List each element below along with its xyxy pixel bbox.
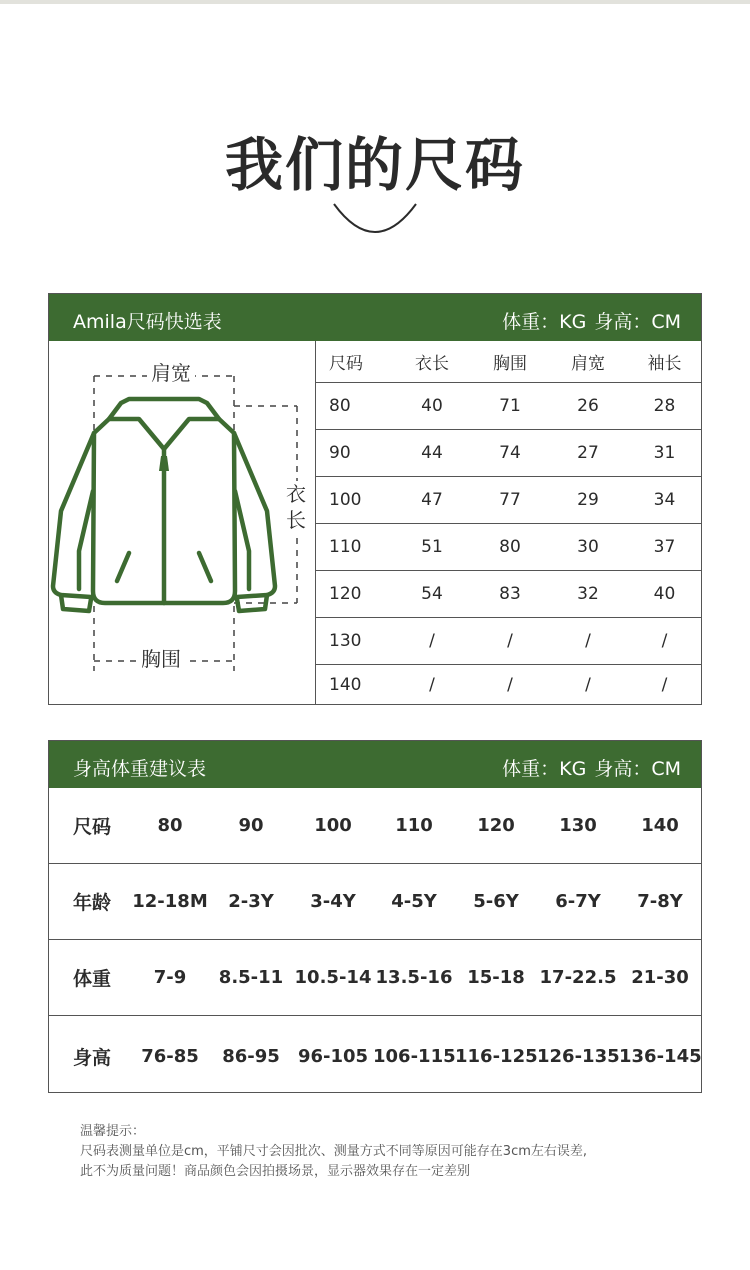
row-label: 体重 bbox=[49, 940, 131, 1016]
table-cell: 54 bbox=[393, 571, 471, 618]
row-label: 尺码 bbox=[49, 788, 131, 864]
table-cell: 110 bbox=[373, 788, 455, 864]
table-cell: 29 bbox=[549, 477, 627, 524]
table-cell: / bbox=[393, 618, 471, 665]
table-cell: 110 bbox=[315, 524, 393, 571]
table-row bbox=[315, 618, 702, 665]
table-cell: 12-18M bbox=[131, 864, 209, 940]
table-cell: 13.5-16 bbox=[373, 940, 455, 1016]
table-cell: 6-7Y bbox=[537, 864, 619, 940]
table-cell: / bbox=[661, 675, 668, 695]
measurement-diagram bbox=[49, 341, 316, 705]
size-table-header-row bbox=[315, 341, 702, 383]
table-cell: 90 bbox=[209, 788, 293, 864]
table-cell: / bbox=[507, 675, 513, 695]
table-cell: 90 bbox=[315, 430, 393, 477]
table-cell: / bbox=[585, 675, 591, 695]
table-row bbox=[315, 477, 702, 524]
page-title: 我们的尺码 bbox=[224, 131, 525, 199]
table-cell: 116-125 bbox=[455, 1046, 538, 1067]
table-cell: 40 bbox=[393, 383, 471, 430]
column-header: 肩宽 bbox=[549, 341, 627, 383]
table-cell: 32 bbox=[549, 571, 627, 618]
table-cell: 7-8Y bbox=[619, 864, 701, 940]
row-label: 年龄 bbox=[49, 864, 131, 940]
table-cell: / bbox=[471, 618, 549, 665]
column-header: 袖长 bbox=[627, 341, 702, 383]
table-cell: 80 bbox=[131, 788, 209, 864]
table-row bbox=[315, 383, 702, 430]
notes-heading: 温馨提示： bbox=[80, 1124, 146, 1139]
table-cell: 8.5-11 bbox=[209, 940, 293, 1016]
table-cell: 74 bbox=[471, 430, 549, 477]
table-cell: 140 bbox=[329, 675, 362, 695]
notes-line: 此不为质量问题！商品颜色会因拍摄场景，显示器效果存在一定差别 bbox=[80, 1164, 471, 1179]
table-cell: 100 bbox=[315, 477, 393, 524]
table-cell: 5-6Y bbox=[455, 864, 537, 940]
table-row bbox=[49, 1016, 701, 1098]
table-cell: 83 bbox=[471, 571, 549, 618]
table-cell: 3-4Y bbox=[293, 864, 373, 940]
table-row bbox=[49, 788, 701, 864]
column-header: 衣长 bbox=[393, 341, 471, 383]
table-cell: 126-135 bbox=[537, 1046, 620, 1067]
size-table bbox=[315, 341, 702, 705]
column-header: 胸围 bbox=[471, 341, 549, 383]
table-row bbox=[315, 430, 702, 477]
table-row bbox=[49, 940, 701, 1016]
table-cell: 140 bbox=[619, 788, 701, 864]
recommend-table-units: 体重：KG 身高：CM bbox=[502, 758, 681, 780]
table-cell: 51 bbox=[393, 524, 471, 571]
table-cell: 7-9 bbox=[131, 940, 209, 1016]
table-cell: 130 bbox=[537, 788, 619, 864]
recommend-table bbox=[49, 788, 701, 1097]
table-cell: 120 bbox=[455, 788, 537, 864]
table-cell: 96-105 bbox=[297, 1046, 369, 1067]
table-row bbox=[315, 524, 702, 571]
table-cell: 34 bbox=[627, 477, 702, 524]
table-cell: 136-145 bbox=[619, 1046, 702, 1067]
chest-label: 胸围 bbox=[137, 649, 185, 669]
quick-table-header bbox=[49, 294, 701, 341]
row-label: 身高 bbox=[73, 1047, 112, 1069]
size-quick-table-card bbox=[48, 293, 702, 705]
quick-table-title: Amila尺码快选表 bbox=[73, 311, 222, 333]
table-cell: 100 bbox=[293, 788, 373, 864]
table-cell: 28 bbox=[627, 383, 702, 430]
quick-table-units: 体重：KG 身高：CM bbox=[502, 311, 681, 333]
shoulder-width-label: 肩宽 bbox=[147, 363, 195, 383]
size-notes bbox=[80, 1122, 587, 1182]
table-cell: 15-18 bbox=[455, 940, 537, 1016]
table-cell: 120 bbox=[315, 571, 393, 618]
recommend-table-title: 身高体重建议表 bbox=[73, 758, 207, 780]
table-cell: 71 bbox=[471, 383, 549, 430]
smile-curve-icon bbox=[330, 198, 420, 238]
notes-line: 尺码表测量单位是cm，平铺尺寸会因批次、测量方式不同等原因可能存在3cm左右误差, bbox=[80, 1144, 588, 1159]
height-weight-table-card bbox=[48, 740, 702, 1093]
table-row bbox=[49, 864, 701, 940]
table-cell: 21-30 bbox=[619, 940, 701, 1016]
table-row bbox=[315, 665, 702, 706]
table-cell: / bbox=[627, 618, 702, 665]
table-cell: 40 bbox=[627, 571, 702, 618]
table-cell: 31 bbox=[627, 430, 702, 477]
column-header: 尺码 bbox=[315, 341, 393, 383]
table-cell: 106-115 bbox=[373, 1046, 456, 1067]
table-cell: 80 bbox=[315, 383, 393, 430]
table-cell: 17-22.5 bbox=[537, 940, 619, 1016]
table-cell: 77 bbox=[471, 477, 549, 524]
table-cell: 10.5-14 bbox=[293, 940, 373, 1016]
table-cell: 47 bbox=[393, 477, 471, 524]
table-cell: 4-5Y bbox=[373, 864, 455, 940]
table-cell: 130 bbox=[315, 618, 393, 665]
recommend-table-header bbox=[49, 741, 701, 788]
table-cell: 80 bbox=[471, 524, 549, 571]
table-cell: 44 bbox=[393, 430, 471, 477]
table-cell: / bbox=[549, 618, 627, 665]
table-row bbox=[315, 571, 702, 618]
table-cell: 86-95 bbox=[222, 1046, 280, 1067]
table-cell: 37 bbox=[627, 524, 702, 571]
top-divider bbox=[0, 0, 750, 4]
table-cell: 30 bbox=[549, 524, 627, 571]
table-cell: 76-85 bbox=[141, 1046, 199, 1067]
table-cell: / bbox=[429, 675, 435, 695]
garment-length-label: 衣长 bbox=[286, 482, 306, 532]
table-cell: 27 bbox=[549, 430, 627, 477]
table-cell: 2-3Y bbox=[209, 864, 293, 940]
table-cell: 26 bbox=[549, 383, 627, 430]
